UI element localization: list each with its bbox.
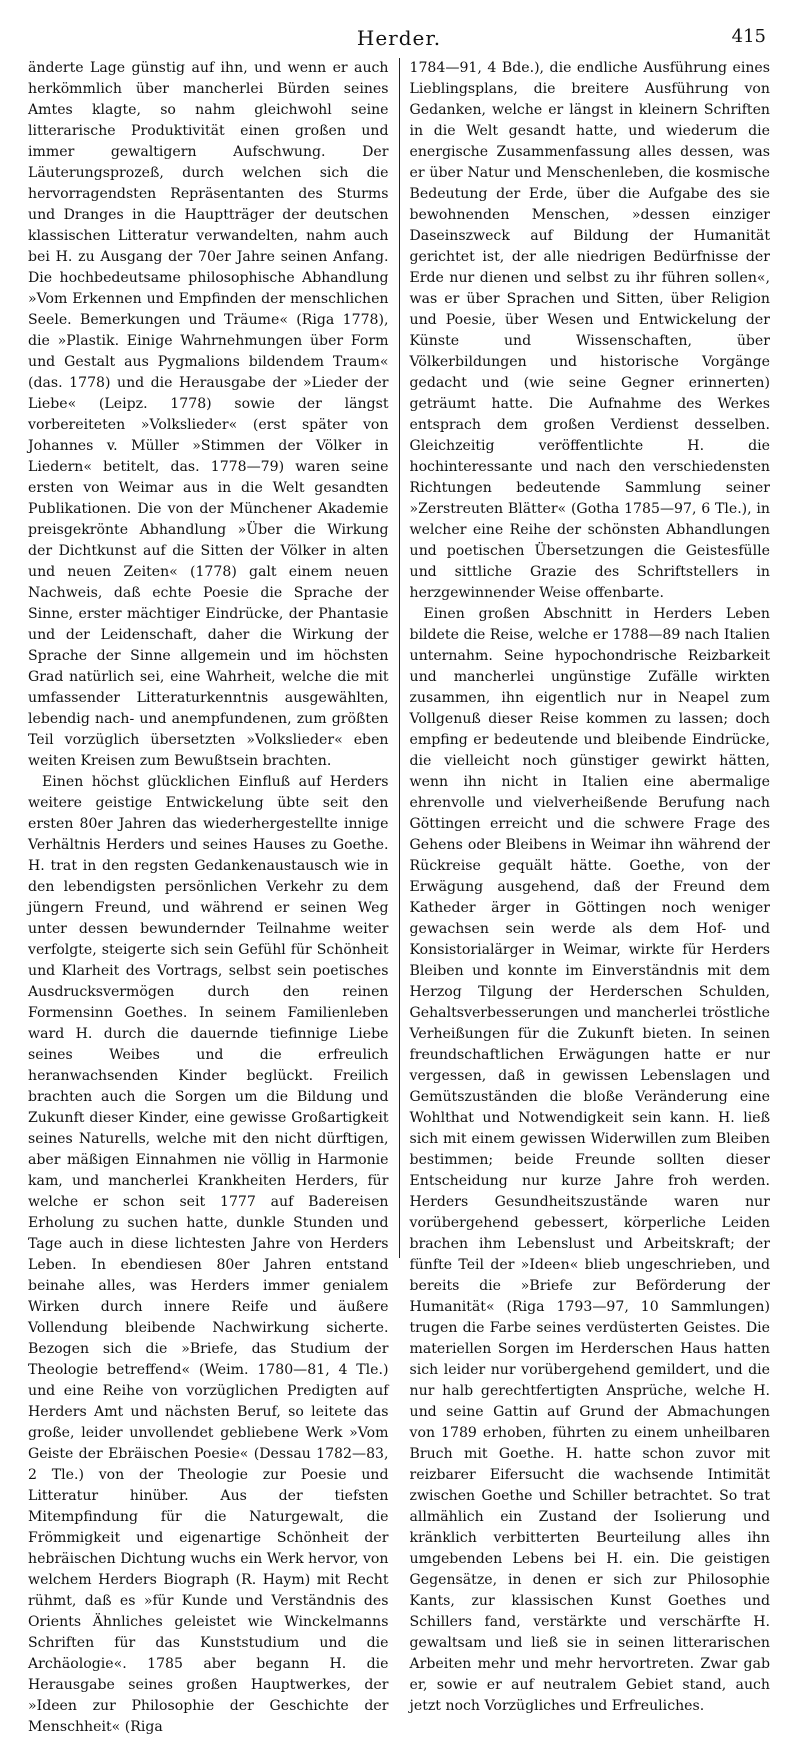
page-number: 415 xyxy=(731,26,766,47)
page-header xyxy=(28,24,770,58)
paragraph: 1784—91, 4 Bde.), die endliche Ausführung eines Lieblingsplans, die breitere Ausführung von Gedanken, welche er längst in kleinern Schriften in die Welt gesandt hatte, und wiederum die energische Zusammenfassung alles dessen, was er über Natur und Menschenleben, die kosmische Bedeutung der Erde, über die Aufgabe des sie bewohnenden Menschen, »dessen einziger Daseinszweck auf Bildung der Humanität gerichtet ist, der alle niedrigen Bedürfnisse der Erde nur dienen und selbst zu ihr führen sollen«, was er über Sprachen und Sitten, über Religion und Poesie, über Wesen und Entwickelung der Künste und Wissenschaften, über Völkerbildungen und historische Vorgänge gedacht und (wie seine Gegner erinnerten) geträumt hatte. Die Aufnahme des Werkes entsprach dem großen Verdienst desselben. Gleichzeitig veröffentlichte H. die hochinteressante und nach den verschiedensten Richtungen bedeutende Sammlung seiner »Zerstreuten Blätter« (Gotha 1785—97, 6 Tle.), in welcher eine Reihe der schönsten Abhandlungen und poetischen Übersetzungen die Geistesfülle und sittliche Grazie des Schriftstellers in herzgewinnender Weise offenbarte. xyxy=(409,60,770,601)
text-columns xyxy=(28,58,770,1735)
left-column xyxy=(28,58,389,1735)
paragraph: Einen großen Abschnitt in Herders Leben bildete die Reise, welche er 1788—89 nach Italien unternahm. Seine hypochondrische Reizbarkeit und mancherlei ungünstige Zufälle wirkten zusammen, ihn eigentlich nur in Neapel zum Vollgenuß dieser Reise kommen zu lassen; doch empfing er bedeutende und bleibende Eindrücke, die vielleicht noch günstiger gewirkt hätten, wenn ihn nicht in Italien eine abermalige ehrenvolle und vielverheißende Berufung nach Göttingen erreicht und die schwere Frage des Gehens oder Bleibens in Weimar ihn während der Rückreise gequält hätte. Goethe, von der Erwägung ausgehend, daß der Freund dem Katheder ärger in Göttingen noch weniger gewachsen sein werde als dem Hof- und Konsistorialärger in Weimar, wirkte für Herders Bleiben und konnte im Einverständnis mit dem Herzog Tilgung der Herderschen Schulden, Gehaltsverbesserungen und mancherlei tröstliche Verheißungen für die Zukunft bieten. In seinen freundschaftlichen Erwägungen hatte er nur vergessen, daß in gewissen Lebenslagen und Gemütszuständen die bloße Veränderung eine Wohlthat und Notwendigkeit sein kann. H. ließ sich mit einem gewissen Widerwillen zum Bleiben bestimmen; beide Freunde sollten dieser Entscheidung nur kurze Jahre froh werden. Herders Gesundheitszustände waren nur vorübergehend gebessert, körperliche Leiden brachen ihm Lebenslust und Arbeitskraft; der fünfte Teil der »Ideen« blieb ungeschrieben, und bereits die »Briefe zur Beförderung der Humanität« (Riga 1793—97, 10 Sammlungen) trugen die Farbe seines verdüsterten Geistes. Die materiellen Sorgen im Herderschen Haus hatten sich leider nur vorübergehend gemildert, und die nur halb gerechtfertigten Ansprüche, welche H. und seine Gattin auf Grund der Abmachungen von 1789 erhoben, führten zu einem unheilbaren Bruch mit Goethe. H. hatte schon zuvor mit reizbarer Eifersucht die wachsende Intimität zwischen Goethe und Schiller betrachtet. So trat allmählich ein Zustand der Isolierung und kränklich verbitterten Beurteilung alles ihn umgebenden Lebens bei H. ein. Die geistigen Gegensätze, in denen er sich zur Philosophie Kants, zur klassischen Kunst Goethes und Schillers fand, verstärkte und verschärfte H. gewaltsam und ließ sie in seinen litterarischen Arbeiten mehr und mehr hervortreten. Zwar gab er, sowie er auf neutralem Gebiet stand, auch jetzt noch Vorzügliches und Erfreuliches. xyxy=(409,606,770,1714)
right-column xyxy=(409,58,771,1714)
paragraph: Einen höchst glücklichen Einfluß auf Herders weitere geistige Entwickelung übte seit den ersten 80er Jahren das wiederhergestellte innige Verhältnis Herders und seines Hauses zu Goethe. H. trat in den regsten Gedankenaustausch wie in den lebendigsten persönlichen Verkehr zu dem jüngern Freund, und während er seinen Weg unter dessen bewundernder Teilnahme weiter verfolgte, steigerte sich sein Gefühl für Schönheit und Klarheit des Vortrags, selbst sein poetisches Ausdrucksvermögen durch den reinen Formensinn Goethes. In seinem Familienleben ward H. durch die dauernde tiefinnige Liebe seines Weibes und die erfreulich heranwachsenden Kinder beglückt. Freilich brachten auch die Sorgen um die Bildung und Zukunft dieser Kinder, eine gewisse Großartigkeit seines Naturells, welche mit den nicht dürftigen, aber mäßigen Einnahmen nie völlig in Harmonie kam, und mancherlei Krankheiten Herders, für welche er schon seit 1777 auf Badereisen Erholung zu suchen hatte, dunkle Stunden und Tage auch in diese lichtesten Jahre von Herders Leben. In ebendiesen 80er Jahren entstand beinahe alles, was Herders immer genialem Wirken durch innere Reife und äußere Vollendung bleibende Nachwirkung sicherte. Bezogen sich die »Briefe, das Studium der Theologie betreffend« (Weim. 1780—81, 4 Tle.) und eine Reihe von vorzüglichen Predigten auf Herders Amt und nächsten Beruf, so leitete das große, leider unvollendet gebliebene Werk »Vom Geiste der Ebräischen Poesie« (Dessau 1782—83, 2 Tle.) von der Theologie zur Poesie und Litteratur hinüber. Aus der tiefsten Mitempfindung für die Naturgewalt, die Frömmigkeit und eigenartige Schönheit der hebräischen Dichtung wuchs ein Werk hervor, von welchem Herders Biograph (R. Haym) mit Recht rühmt, daß es »für Kunde und Verständnis des Orients Ähnliches geleistet wie Winckelmanns Schriften für das Kunststudium und die Archäologie«. 1785 aber begann H. die Herausgabe seines großen Hauptwerkes, der »Ideen zur Philosophie der Geschichte der Menschheit« (Riga xyxy=(28,774,389,1735)
running-title: Herder. xyxy=(356,26,442,50)
paragraph: änderte Lage günstig auf ihn, und wenn er auch herkömmlich über mancherlei Bürden seines Amtes klagte, so nahm gleichwohl seine litterarische Produktivität einen großen und immer gewaltigern Aufschwung. Der Läuterungsprozeß, durch welchen sich die hervorragendsten Repräsentanten des Sturms und Dranges in die Hauptträger der deutschen klassischen Litteratur verwandelten, nahm auch bei H. zu Ausgang der 70er Jahre seinen Anfang. Die hochbedeutsame philosophische Abhandlung »Vom Erkennen und Empfinden der menschlichen Seele. Bemerkungen und Träume« (Riga 1778), die »Plastik. Einige Wahrnehmungen über Form und Gestalt aus Pygmalions bildendem Traum« (das. 1778) und die Herausgabe der »Lieder der Liebe« (Leipz. 1778) sowie der längst vorbereiteten »Volkslieder« (erst später von Johannes v. Müller »Stimmen der Völker in Liedern« betitelt, das. 1778—79) waren seine ersten von Weimar aus in die Welt gesandten Publikationen. Die von der Münchener Akademie preisgekrönte Abhandlung »Über die Wirkung der Dichtkunst auf die Sitten der Völker in alten und neuen Zeiten« (1778) galt einem neuen Nachweis, daß echte Poesie die Sprache der Sinne, erster mächtiger Eindrücke, der Phantasie und der Leidenschaft, daher die Wirkung der Sprache der Sinne allgemein und im höchsten Grad natürlich sei, eine Wahrheit, welche die mit umfassender Litteraturkenntnis ausgewählten, lebendig nach- und anempfundenen, zum größten Teil vorzüglich übersetzten »Volkslieder« eben weiten Kreisen zum Bewußtsein brachten. xyxy=(28,60,389,769)
column-divider xyxy=(399,58,400,1258)
